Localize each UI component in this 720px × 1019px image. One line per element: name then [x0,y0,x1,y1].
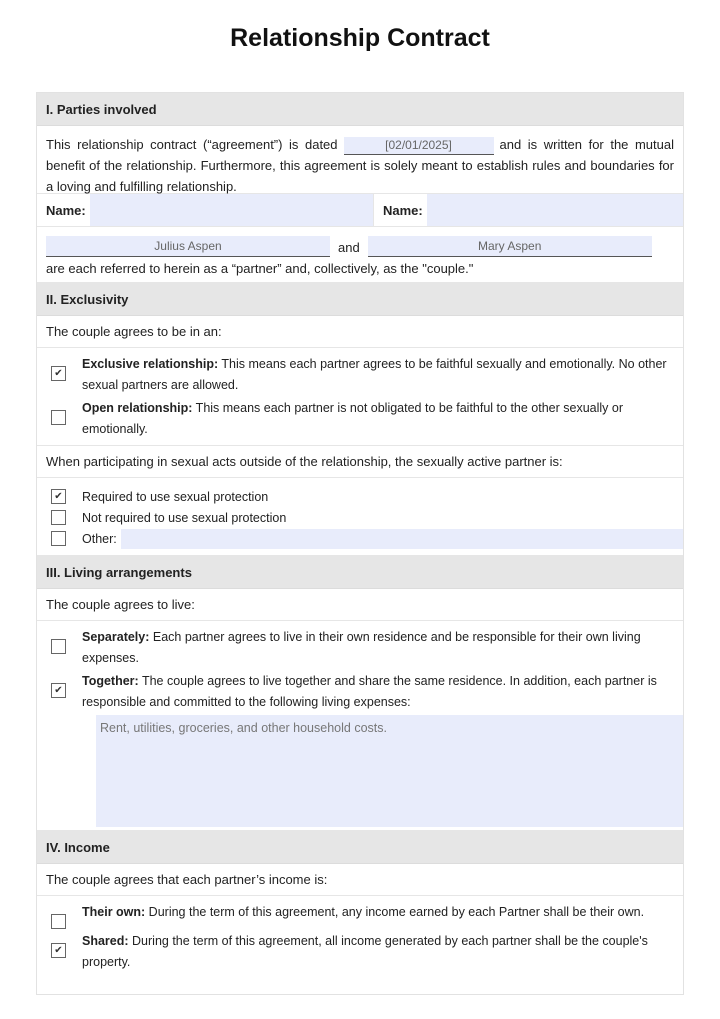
partner-2-field[interactable]: Mary Aspen [368,236,652,257]
living-prompt: The couple agrees to live: [37,589,683,621]
their-own-description: During the term of this agreement, any income earned by each Partner shall be their own. [145,905,645,919]
document-title: Relationship Contract [230,24,490,52]
section-header-parties: I. Parties involved [37,93,683,126]
and-word: and [338,240,360,255]
checkbox-required-protection[interactable]: ✔ [51,489,66,504]
intro-text-before: This relationship contract (“agreement”) is dated [46,137,338,152]
option-other[interactable] [51,528,683,549]
section-header-income: IV. Income [37,831,683,864]
intro-paragraph [37,126,683,194]
required-protection-label: Required to use sexual protection [82,489,269,504]
income-prompt: The couple agrees that each partner’s income is: [37,864,683,896]
checkbox-separately[interactable] [51,639,66,654]
option-their-own[interactable] [51,902,674,929]
participating-prompt: When participating in sexual acts outside of the relationship, the sexually active partner is: [37,446,683,478]
referred-text: are each referred to herein as a “partner” and, collectively, as the "couple." [46,261,474,276]
name-cell-2 [373,194,683,226]
relationship-options [37,348,683,446]
name-label-2: Name: [383,202,423,218]
checkbox-together[interactable]: ✔ [51,683,66,698]
exclusive-label: Exclusive relationship: [82,357,219,371]
name-labels-row [37,194,683,227]
open-label: Open relationship: [82,401,193,415]
checkbox-open[interactable] [51,410,66,425]
their-own-label: Their own: [82,905,146,919]
open-description: This means each partner is not obligated to be faithful to the other sexually or emotionally. [82,401,624,436]
option-required-protection[interactable] [51,486,683,507]
checkbox-their-own[interactable] [51,914,66,929]
intro-text-after: and is written for the mutual benefit of the relationship. Furthermore, this agreement is solely meant to establish rules and boundaries for a loving and fulfilling relationship. [46,137,674,194]
partners-block [37,227,683,283]
checkbox-other[interactable] [51,531,66,546]
checkbox-not-required-protection[interactable] [51,510,66,525]
exclusivity-prompt: The couple agrees to be in an: [37,316,683,348]
name-cell-1 [37,194,373,226]
option-shared[interactable] [51,931,674,973]
name-label-1: Name: [46,202,86,218]
together-label: Together: [82,674,139,688]
option-separately[interactable] [51,627,683,669]
other-field[interactable] [121,529,683,549]
checkbox-shared[interactable]: ✔ [51,943,66,958]
separately-label: Separately: [82,630,150,644]
option-exclusive[interactable] [51,354,674,396]
checkbox-exclusive[interactable]: ✔ [51,366,66,381]
together-description: The couple agrees to live together and share the same residence. In addition, each partner is responsible and committed to the following living expenses: [82,674,657,709]
option-open[interactable] [51,398,674,440]
living-expenses-field[interactable]: Rent, utilities, groceries, and other household costs. [96,715,683,827]
income-options [37,896,683,994]
living-options [37,621,683,831]
shared-label: Shared: [82,934,129,948]
other-label: Other: [82,531,117,546]
shared-description: During the term of this agreement, all income generated by each partner shall be the couple's property. [82,934,648,969]
protection-options [37,478,683,556]
option-not-required-protection[interactable] [51,507,683,528]
not-required-protection-label: Not required to use sexual protection [82,510,287,525]
date-field[interactable]: [02/01/2025] [344,137,494,155]
exclusive-description: This means each partner agrees to be faithful sexually and emotionally. No other sexual partners are allowed. [82,357,667,392]
name-field-2[interactable] [427,194,683,226]
separately-description: Each partner agrees to live in their own residence and be responsible for their own living expenses. [82,630,641,665]
partner-name-line [46,231,674,257]
section-header-living: III. Living arrangements [37,556,683,589]
partner-1-field[interactable]: Julius Aspen [46,236,330,257]
contract-form [36,92,684,995]
section-header-exclusivity: II. Exclusivity [37,283,683,316]
option-together[interactable] [51,671,683,713]
name-field-1[interactable] [90,194,373,226]
